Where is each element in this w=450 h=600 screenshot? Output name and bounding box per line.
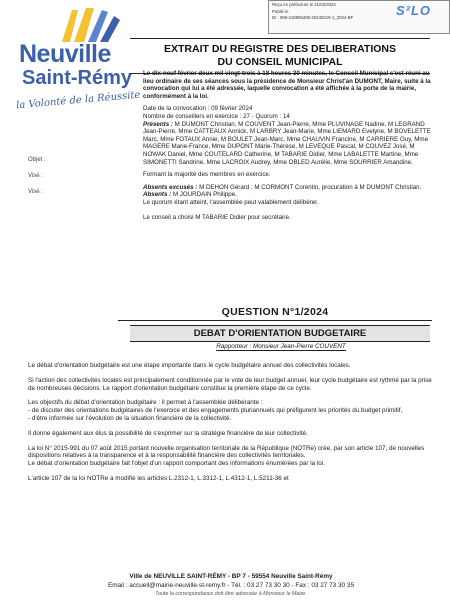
side-label-vise-2: Visé : [28,189,43,195]
stamp-id: ID : 059-215906285-20240219-1_2024-BF [272,15,354,20]
convocation-date: Date de la convocation : 09 février 2024 [143,105,253,113]
logo-city-name: Neuville [19,40,111,68]
stamp-published: Publié le [272,8,289,14]
title-line-1: EXTRAIT DU REGISTRE DES DELIBERATIONS [164,43,396,55]
city-logo [16,6,144,124]
quorum-note: Le quorum étant atteint, l'assemblée peut valablement délibérer. [143,198,319,206]
presents-list: M DUMONT Christian, M COUVENT Jean-Pierre, Mme PLUVINAGE Nadine, M LEGRAND Jean-Pierre, Mme CATTEAUX Annick, M LARBRY Jean-Marie, Mme LIEMARD Evelyne, M BOVELETTE Marc, Mme FOTAUX Annie, M BOULET Jean-Marc, Mme CHAUVIN Francine, M CARRIERE Guy, Mme MAGERE Marie-France, Mme DUPONT Marie-Thérèse, M LEVEQUE Pascal, M COUVEZ José, M NOWAK Daniel, Mme COUTELARD Catherine, M TABARIE Didier, Mme LABALETTE Martine, Mme SIMONETTI Sandrine, Mme LACROIX Audrey, Mme OBLED Aurélie, Mme SOURRIER Amandine. [143,120,431,166]
presents-label: Présents : [143,120,173,128]
paragraph: Si l'action des collectivités locales est principalement conditionnée par le vote de leur budget annuel, leur cycle budgétaire est rythmé par la prise de nombreuses décisions. Le rapport d'orientation budgétaire constitue la première étape de ce cycle. [28,376,432,392]
page-footer [28,572,434,599]
slo-logo: S²LO [395,3,431,18]
logo-city-name-2: Saint-Rémy [22,67,133,89]
intro-paragraph: Le dix-neuf février deux mil vingt-trois à 18 heures 30 minutes, le Conseil Municipal s'est réuni au lieu ordinaire de ses séances sous la présidence de Monsieur Christ'an DUMONT, Maire, suite à la convocation qui lui a été adressée, laquelle convocation a été affichée à la porte de la mairie, conformément à la loi. [143,70,431,100]
absents-label: Absents : [143,191,172,199]
logo-slogan: la Volonté de la Réussite [15,89,141,112]
absents-list: M JOURDAIN Philippe. [172,191,237,199]
side-label-objet: Objet : [28,157,46,163]
paragraph: La loi N° 2015-991 du 07 août 2015 portant nouvelle organisation territoriale de la République (NOTRe) crée, par son article 107, de nouvelles dispositions relatives à la transparence et à la responsabilité financière des collectivités territoriales. Le débat d'orientation budgétaire fait l'objet d'un rapport comportant des informations énumérées par la loi. [28,444,425,468]
excuses-list: M DEHON Gérard ; M CORMONT Corentin, procuration à M DUMONT Christian. [199,183,422,191]
question-number: QUESTION N°1/2024 [118,306,432,321]
footer-note: Toute la correspondance doit être adressée à Monsieur le Maire. [155,591,307,597]
footer-contact: Email : accueil@mairie-neuville-st-remy.fr - Tél. : 03 27 73 30 30 - Fax : 03 27 73 30 35 [107,582,354,589]
side-labels [28,152,46,200]
side-label-vise: Visé : [28,173,43,179]
rapporteur [140,343,422,350]
debate-title: DEBAT D'ORIENTATION BUDGETAIRE [130,325,430,342]
paragraph: Les objectifs du débat d'orientation budgétaire : il permet à l'assemblée délibérante : - de discuter des orientations budgétaires de l'exercice et des engagements pluriannuels qui préfigurent les priorités du budget primitif, - d'être informée sur l'évolution de la situation financière de la collectivité. [28,399,403,422]
rapporteur-text: Rapporteur : Monsieur Jean-Pierre COUVENT [216,343,346,350]
councillor-counts: Nombre de conseillers en exercice : 27 - Quorum : 14 [143,112,290,120]
title-line-2: DU CONSEIL MUNICIPAL [217,56,343,68]
paragraph: Il donne également aux élus la possibilité de s'exprimer sur la stratégie financière de leur collectivité. [28,429,308,437]
paragraph: L'article 107 de la loi NOTRe a modifié les articles L.2312-1, L.3312-1, L.4312-1, L.5211-36 et [28,474,289,482]
majority-note: Formant la majorité des membres en exercice. [143,171,271,179]
logo-stripes-icon [50,6,130,42]
secretary-note: Le conseil a choisi M TABARIE Didier pour secrétaire. [143,213,291,221]
stamp-received: Reçu en préfecture le 21/02/2024 [272,2,336,7]
paragraph: Le débat d'orientation budgétaire est une étape importante dans le cycle budgétaire annuel des collectivités locales. [28,362,351,369]
deliberation-body [28,362,434,490]
prefecture-stamp [268,0,450,34]
excuses-label: Absents excusés : [143,183,198,191]
document-title [130,38,430,74]
footer-address: Ville de NEUVILLE SAINT-RÉMY - BP 7 - 59554 Neuville Saint-Rémy [129,573,333,580]
meeting-details [143,70,431,226]
